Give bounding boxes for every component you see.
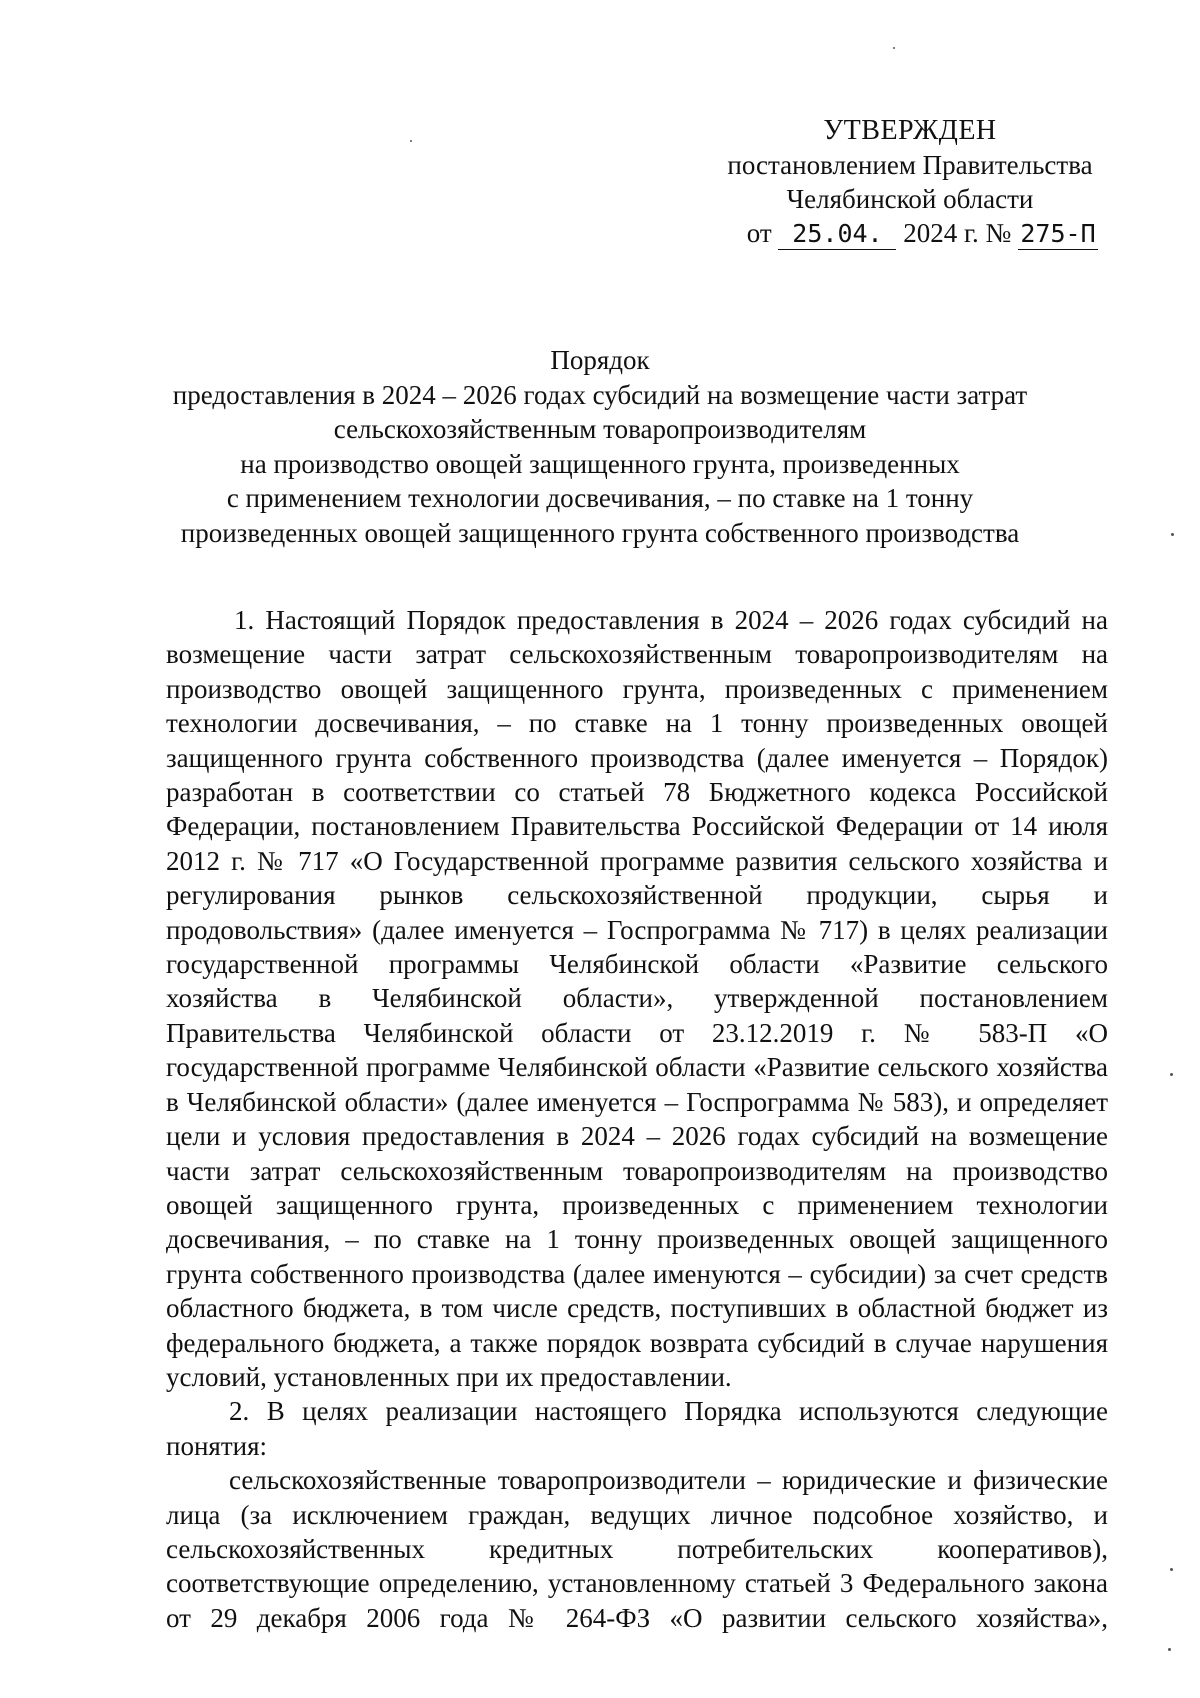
- approval-block: [700, 114, 1120, 250]
- paragraph-3: сельскохозяйственные товаропроизводители – юридические и физические лица (за исключением граждан, ведущих личное подсобное хозяйство, и сельскохозяйственных кредитных потребительских кооперативов), соответствующие определению, установленному статьей 3 Федерального закона от 29 декабря 2006 года № 264-ФЗ «О развитии сельского хозяйства»,: [166, 1465, 1108, 1633]
- approval-line-region: Челябинской области: [786, 184, 1034, 214]
- scan-speck: [893, 47, 895, 49]
- scan-speck: [410, 140, 412, 142]
- document-title: [120, 343, 1080, 550]
- scan-speck: [1168, 1648, 1171, 1651]
- title-line-1: Порядок: [550, 345, 650, 375]
- title-line-5: с применением технологии досвечивания, – по ставке на 1 тонну: [226, 483, 974, 513]
- approval-year-text: 2024 г. №: [903, 218, 1012, 248]
- title-line-4: на производство овощей защищенного грунта, произведенных: [240, 448, 960, 479]
- paragraph-2: 2. В целях реализации настоящего Порядка используются следующие понятия:: [166, 1396, 1108, 1461]
- approval-title: УТВЕРЖДЕН: [823, 115, 997, 146]
- scan-speck: [1170, 1568, 1173, 1571]
- approval-date-prefix: от: [746, 218, 772, 248]
- approval-number-value: 275-П: [1018, 219, 1098, 250]
- title-line-6: произведенных овощей защищенного грунта собственного производства: [180, 517, 1020, 548]
- title-line-2: предоставления в 2024 – 2026 годах субсидий на возмещение части затрат: [172, 379, 1028, 410]
- title-line-3: сельскохозяйственным товаропроизводителям: [333, 414, 867, 444]
- scan-speck: [1171, 533, 1174, 536]
- document-body: [166, 603, 1108, 1635]
- approval-line-government: постановлением Правительства: [727, 150, 1093, 180]
- approval-date-row: [700, 216, 1120, 250]
- scan-speck: [1170, 1073, 1173, 1076]
- approval-date-value: 25.04.: [778, 219, 896, 250]
- paragraph-1: 1. Настоящий Порядок предоставления в 2024 – 2026 годах субсидий на возмещение части затрат сельскохозяйственным товаропроизводителям на производство овощей защищенного грунта, произведенных с применением технологии досвечивания, – по ставке на 1 тонну произведенных овощей защищенного грунта собственного производства (далее именуется – Порядок) разработан в соответствии со статьей 78 Бюджетного кодекса Российской Федерации, постановлением Правительства Российской Федерации от 14 июля 2012 г. № 717 «О Государственной программе развития сельского хозяйства и регулирования рынков сельскохозяйственной продукции, сырья и продовольствия» (далее именуется – Госпрограмма № 717) в целях реализации государственной программы Челябинской области «Развитие сельского хозяйства в Челябинской области», утвержденной постановлением Правительства Челябинской области от 23.12.2019 г. № 583-П «О государственной программе Челябинской области «Развитие сельского хозяйства в Челябинской области» (далее именуется – Госпрограмма № 583), и определяет цели и условия предоставления в 2024 – 2026 годах субсидий на возмещение части затрат сельскохозяйственным товаропроизводителям на производство овощей защищенного грунта, произведенных с применением технологии досвечивания, – по ставке на 1 тонну произведенных овощей защищенного грунта собственного производства (далее именуются – субсидии) за счет средств областного бюджета, в том числе средств, поступивших в областной бюджет из федерального бюджета, а также порядок возврата субсидий в случае нарушения условий, установленных при их предоставлении.: [166, 605, 1108, 1392]
